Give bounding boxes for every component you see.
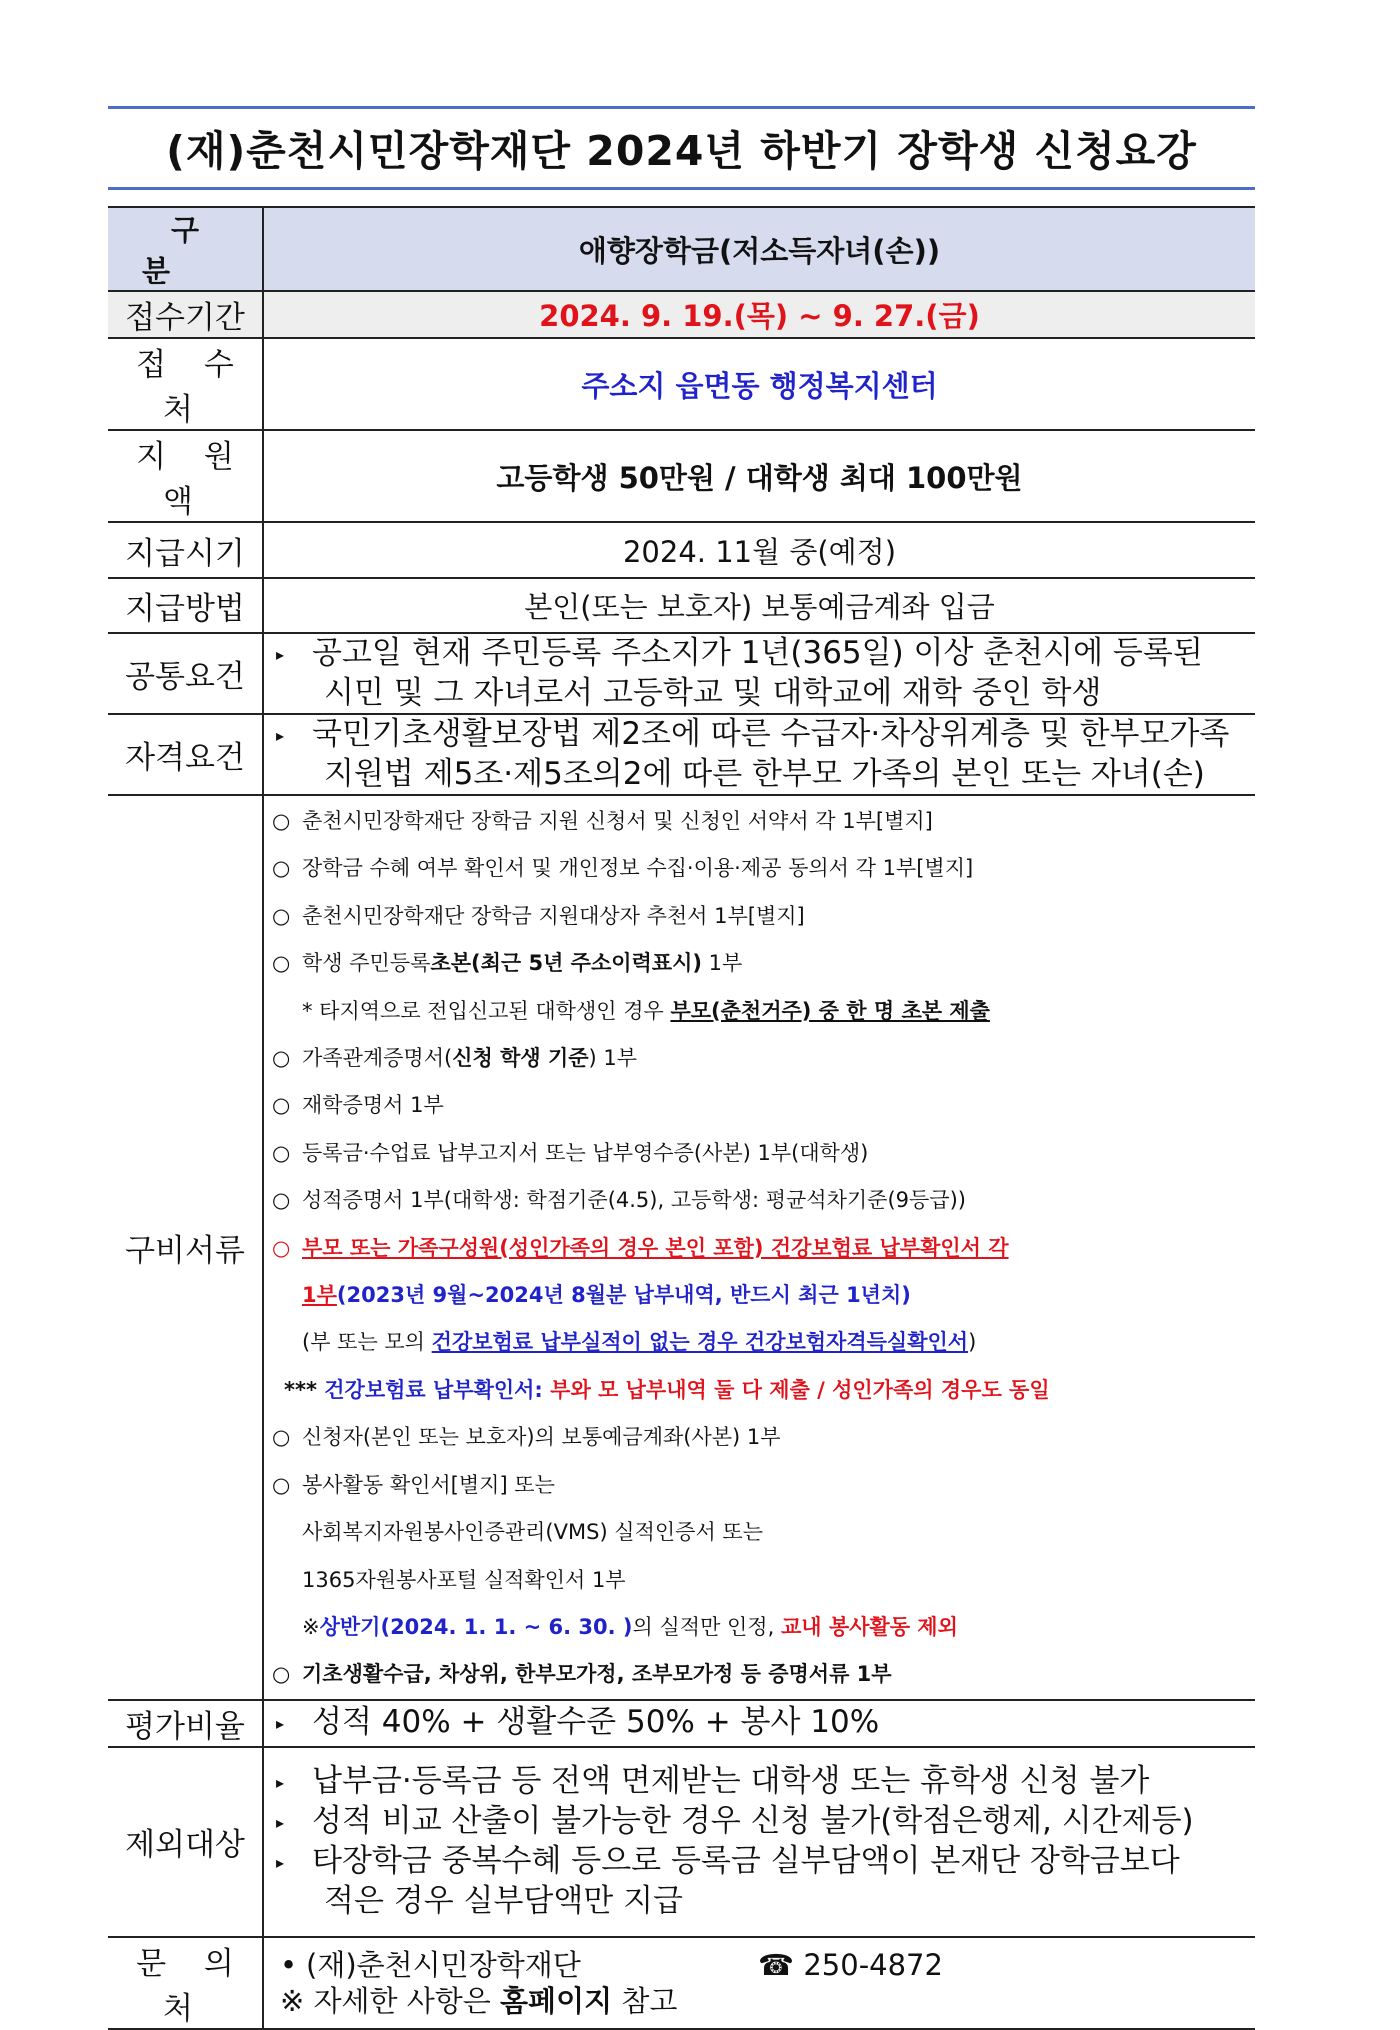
paymethod-label: 지급방법 xyxy=(108,578,263,633)
circle-icon: ○ xyxy=(272,1425,291,1450)
row-excl xyxy=(108,1747,1255,1937)
qual-line2: 지원법 제5조·제5조의2에 따른 한부모 가족의 본인 또는 자녀(손) xyxy=(324,756,1205,792)
circle-icon: ○ xyxy=(272,903,291,928)
doc-text: (부 또는 모의 xyxy=(302,1330,432,1355)
triangle-bullet-icon: ▸ xyxy=(276,1773,285,1793)
doc-text-bold: 부모(춘천거주) 중 한 명 초본 제출 xyxy=(670,998,990,1023)
doc-text: ) 1부 xyxy=(588,1046,638,1071)
place-label: 접 수 처 xyxy=(108,338,263,430)
common-line1: 공고일 현재 주민등록 주소지가 1년(365일) 이상 춘천시에 등록된 xyxy=(312,635,1203,671)
info-table xyxy=(108,206,1255,2030)
doc-text: 1365자원봉사포털 실적확인서 1부 xyxy=(302,1567,626,1592)
triangle-bullet-icon: ▸ xyxy=(276,1853,285,1873)
header-value: 애향장학금(저소득자녀(손)) xyxy=(263,207,1255,291)
doc-item xyxy=(264,845,1255,892)
doc-item-health xyxy=(264,1225,1255,1272)
doc-text: 학생 주민등록 xyxy=(302,951,431,976)
doc-item xyxy=(264,1414,1255,1461)
doc-item-health-cont xyxy=(264,1272,1255,1319)
header-label: 구 분 xyxy=(108,207,263,291)
excl-text: 성적 비교 산출이 불가능한 경우 신청 불가(학점은행제, 시간제등) xyxy=(312,1803,1194,1840)
excl-text: 타장학금 중복수혜 등으로 등록금 실부담액이 본재단 장학금보다 xyxy=(312,1843,1180,1880)
doc-item xyxy=(264,1130,1255,1177)
circle-icon: ○ xyxy=(272,1235,291,1260)
doc-text: (2023년 9월~2024년 8월분 납부내역, 반드시 최근 1년치) xyxy=(336,1283,911,1308)
doc-note xyxy=(264,1367,1255,1414)
place-value: 주소지 읍면동 행정복지센터 xyxy=(263,338,1255,430)
doc-text: * 타지역으로 전입신고된 대학생인 경우 xyxy=(302,998,671,1023)
doc-text-bold: 건강보험료 납부실적이 없는 경우 건강보험자격득실확인서 xyxy=(431,1330,969,1355)
doc-note xyxy=(264,988,1255,1035)
doc-note xyxy=(264,1604,1255,1651)
doc-item xyxy=(264,1082,1255,1129)
doc-text: 춘천시민장학재단 장학금 지원 신청서 및 신청인 서약서 각 1부[별지] xyxy=(302,809,933,833)
doc-text: 재학증명서 1부 xyxy=(302,1093,444,1118)
excl-value xyxy=(263,1747,1255,1937)
doc-text: 부모 또는 가족구성원(성인가족의 경우 본인 포함) 건강보험료 납부확인서 각 xyxy=(302,1235,1009,1260)
doc-text: 장학금 수혜 여부 확인서 및 개인정보 수집·이용·제공 동의서 각 1부[별지] xyxy=(302,856,974,881)
doc-text: 1부 xyxy=(701,951,743,976)
doc-text: 교내 봉사활동 제외 xyxy=(780,1614,958,1639)
note-text: 참고 xyxy=(612,1983,678,2018)
circle-icon: ○ xyxy=(272,1140,291,1165)
doc-item xyxy=(264,940,1255,987)
period-label: 접수기간 xyxy=(108,291,263,338)
qual-line1: 국민기초생활보장법 제2조에 따른 수급자·차상위계층 및 한부모가족 xyxy=(312,716,1230,752)
title-rule-top xyxy=(108,106,1255,109)
row-paymethod xyxy=(108,578,1255,633)
period-value: 2024. 9. 19.(목) ~ 9. 27.(금) xyxy=(263,291,1255,338)
doc-text: ※ xyxy=(302,1614,320,1639)
common-value xyxy=(263,633,1255,714)
doc-text-bold: 초본(최근 5년 주소이력표시) xyxy=(430,951,702,976)
doc-item xyxy=(264,893,1255,940)
qual-bullet xyxy=(264,715,1255,794)
row-period xyxy=(108,291,1255,338)
eval-value xyxy=(263,1700,1255,1747)
row-eval xyxy=(108,1700,1255,1747)
docs-label: 구비서류 xyxy=(108,795,263,1700)
paytime-value: 2024. 11월 중(예정) xyxy=(263,522,1255,578)
circle-icon: ○ xyxy=(272,809,291,833)
circle-icon: ○ xyxy=(272,951,291,976)
doc-text: 가족관계증명서( xyxy=(302,1046,453,1071)
circle-icon: ○ xyxy=(272,856,291,881)
amount-value: 고등학생 50만원 / 대학생 최대 100만원 xyxy=(263,430,1255,522)
row-paytime xyxy=(108,522,1255,578)
doc-text: ) xyxy=(968,1330,977,1355)
row-header xyxy=(108,207,1255,291)
doc-item xyxy=(264,1651,1255,1698)
common-line2: 시민 및 그 자녀로서 고등학교 및 대학교에 재학 중인 학생 xyxy=(324,675,1102,711)
row-contact xyxy=(108,1937,1255,2029)
contact-phone: 250-4872 xyxy=(803,1947,943,1982)
doc-note xyxy=(264,1557,1255,1604)
page-title: (재)춘천시민장학재단 2024년 하반기 장학생 신청요강 xyxy=(166,127,1197,175)
contact-phone-wrap xyxy=(758,1947,943,1983)
row-place xyxy=(108,338,1255,430)
doc-text-bold: 신청 학생 기준 xyxy=(452,1046,589,1071)
row-amount xyxy=(108,430,1255,522)
bullet-icon: • xyxy=(280,1947,298,1982)
doc-text: 1부 xyxy=(302,1283,337,1308)
paymethod-value: 본인(또는 보호자) 보통예금계좌 입금 xyxy=(263,578,1255,633)
row-common xyxy=(108,633,1255,714)
circle-icon: ○ xyxy=(272,1093,291,1118)
row-qual xyxy=(108,714,1255,795)
doc-text: 기초생활수급, 차상위, 한부모가정, 조부모가정 등 증명서류 1부 xyxy=(302,1662,892,1687)
contact-line xyxy=(280,1947,1255,1983)
doc-text: 등록금·수업료 납부고지서 또는 납부영수증(사본) 1부(대학생) xyxy=(302,1140,869,1165)
doc-item xyxy=(264,798,1255,845)
doc-text: 사회복지자원봉사인증관리(VMS) 실적인증서 또는 xyxy=(302,1520,763,1545)
doc-text: 신청자(본인 또는 보호자)의 보통예금계좌(사본) 1부 xyxy=(302,1425,781,1450)
triangle-bullet-icon: ▸ xyxy=(276,645,285,664)
title-rule-bottom xyxy=(108,187,1255,190)
note-text: ※ 자세한 사항은 xyxy=(280,1983,501,2018)
contact-org: (재)춘천시민장학재단 xyxy=(306,1947,581,1982)
doc-note xyxy=(264,1319,1255,1366)
doc-text: 봉사활동 확인서[별지] 또는 xyxy=(302,1472,555,1497)
doc-text: 상반기(2024. 1. 1. ~ 6. 30. ) xyxy=(319,1614,633,1639)
doc-item xyxy=(264,1462,1255,1509)
excl-bullet xyxy=(264,1842,1255,1921)
common-label: 공통요건 xyxy=(108,633,263,714)
circle-icon: ○ xyxy=(272,1662,291,1687)
doc-item xyxy=(264,1177,1255,1224)
circle-icon: ○ xyxy=(272,1472,291,1497)
paytime-label: 지급시기 xyxy=(108,522,263,578)
qual-label: 자격요건 xyxy=(108,714,263,795)
triangle-bullet-icon: ▸ xyxy=(276,1813,285,1833)
triangle-bullet-icon: ▸ xyxy=(276,726,285,745)
contact-label: 문 의 처 xyxy=(108,1937,263,2029)
contact-note xyxy=(280,1983,1255,2019)
triangle-bullet-icon: ▸ xyxy=(276,1714,285,1734)
doc-text: 부와 모 납부내역 둘 다 제출 / 성인가족의 경우도 동일 xyxy=(550,1377,1050,1402)
doc-note xyxy=(264,1509,1255,1556)
doc-text: *** xyxy=(284,1377,325,1402)
doc-text: 춘천시민장학재단 장학금 지원대상자 추천서 1부[별지] xyxy=(302,903,805,928)
docs-list xyxy=(263,795,1255,1700)
row-docs xyxy=(108,795,1255,1700)
qual-value xyxy=(263,714,1255,795)
common-bullet xyxy=(264,634,1255,713)
doc-text: 건강보험료 납부확인서: xyxy=(324,1377,551,1402)
doc-item xyxy=(264,1035,1255,1082)
amount-label: 지 원 액 xyxy=(108,430,263,522)
eval-label: 평가비율 xyxy=(108,1700,263,1747)
homepage-link: 홈페이지 xyxy=(500,1983,613,2018)
phone-icon: ☎ xyxy=(758,1947,795,1982)
excl-bullet xyxy=(264,1802,1255,1842)
circle-icon: ○ xyxy=(272,1046,291,1071)
excl-bullet xyxy=(264,1762,1255,1802)
circle-icon: ○ xyxy=(272,1188,291,1213)
doc-text: 성적증명서 1부(대학생: 학점기준(4.5), 고등학생: 평균석차기준(9등급)) xyxy=(302,1188,966,1213)
excl-text: 적은 경우 실부담액만 지급 xyxy=(324,1883,683,1920)
eval-bullet xyxy=(264,1703,1255,1743)
eval-text: 성적 40% + 생활수준 50% + 봉사 10% xyxy=(312,1704,880,1741)
excl-label: 제외대상 xyxy=(108,1747,263,1937)
doc-text: 의 실적만 인정, xyxy=(632,1614,781,1639)
contact-value xyxy=(263,1937,1255,2029)
excl-text: 납부금·등록금 등 전액 면제받는 대학생 또는 휴학생 신청 불가 xyxy=(312,1763,1150,1800)
